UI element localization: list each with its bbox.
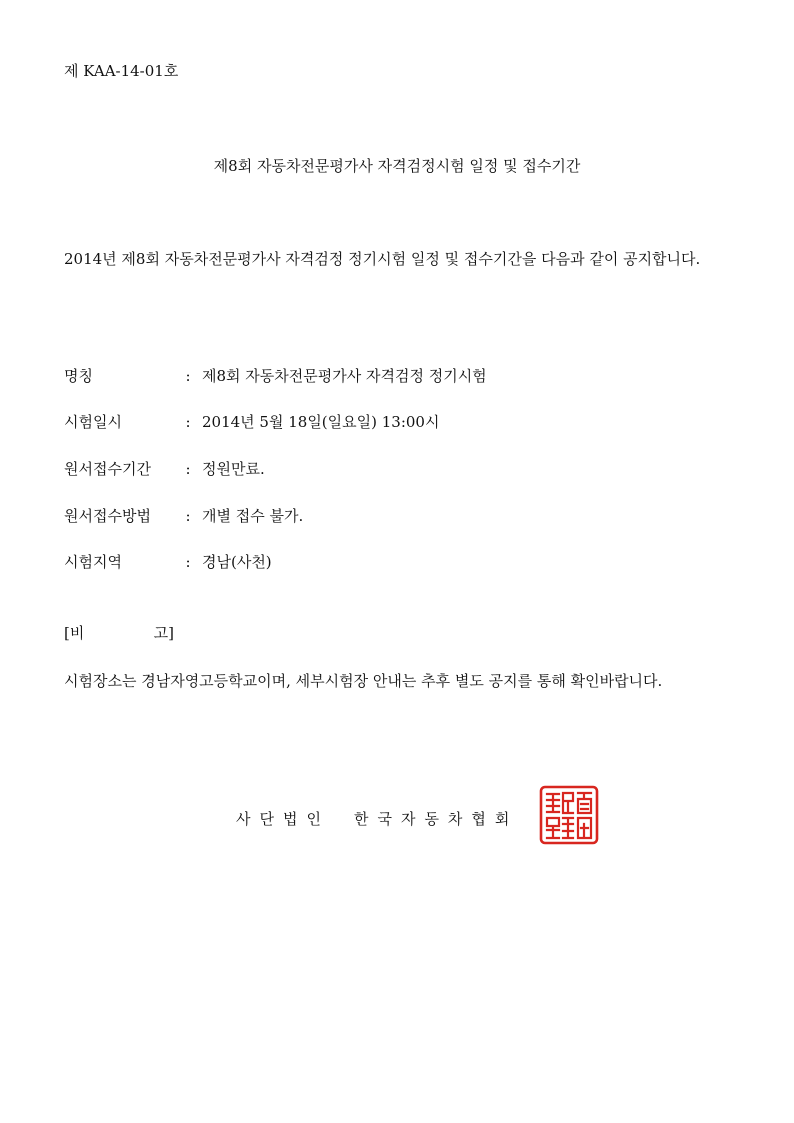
info-colon: :	[185, 367, 191, 385]
info-colon: :	[185, 507, 191, 525]
info-label: 시험일시	[64, 413, 122, 431]
issuer-name: 한국자동차협회	[353, 810, 519, 828]
info-row-application-method	[64, 505, 303, 527]
info-label: 원서접수방법	[64, 507, 151, 525]
document-title: 제8회 자동차전문평가사 자격검정시험 일정 및 접수기간	[213, 157, 581, 175]
issuer-prefix: 사단법인	[236, 810, 330, 828]
info-value: 경남(사천)	[202, 553, 272, 571]
official-seal-icon	[538, 784, 600, 846]
info-label: 시험지역	[64, 553, 122, 571]
info-value: 개별 접수 불가.	[202, 507, 304, 525]
info-colon: :	[185, 553, 191, 571]
issuer-signature	[236, 808, 518, 829]
remarks-heading-close: 고]	[153, 624, 174, 642]
info-value: 2014년 5월 18일(일요일) 13:00시	[202, 413, 440, 431]
intro-paragraph: 2014년 제8회 자동차전문평가사 자격검정 정기시험 일정 및 접수기간을 다음과 같이 공지합니다.	[64, 250, 701, 268]
info-value: 정원만료.	[202, 460, 265, 478]
info-label: 원서접수기간	[64, 460, 151, 478]
document-number: 제 KAA-14-01호	[64, 62, 179, 80]
info-row-exam-datetime	[64, 411, 439, 433]
remarks-heading-open: [비	[64, 624, 85, 642]
info-row-application-period	[64, 458, 265, 480]
info-label: 명칭	[64, 367, 93, 385]
remarks-heading	[64, 622, 174, 643]
info-row-exam-region	[64, 551, 272, 573]
info-colon: :	[185, 413, 191, 431]
remarks-text: 시험장소는 경남자영고등학교이며, 세부시험장 안내는 추후 별도 공지를 통해 확인바랍니다.	[64, 672, 663, 690]
info-value: 제8회 자동차전문평가사 자격검정 정기시험	[202, 367, 487, 385]
info-row-name	[64, 365, 487, 387]
info-colon: :	[185, 460, 191, 478]
